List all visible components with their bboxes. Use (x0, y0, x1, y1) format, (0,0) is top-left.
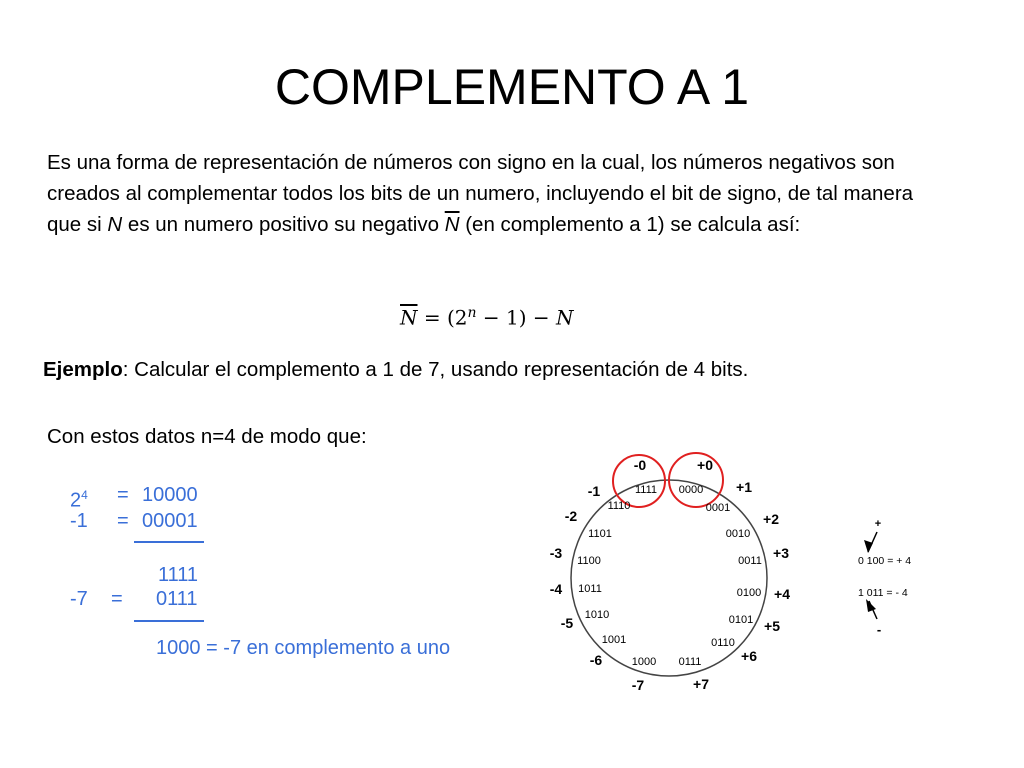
paragraph-text-1: Es una forma de representación de números con signo en la cual, los números negativos son creados al complementar todos los bits de un numero, incluyendo el bit de signo, de tal manera que si (47, 151, 914, 236)
legend-positive-example: 0 100 = + 4 (858, 555, 912, 567)
wheel-binary-code: 0001 (705, 502, 731, 514)
legend-arrow-down-icon (866, 599, 876, 612)
example-label: Ejemplo (43, 358, 123, 381)
calc-row-1-value: 10000 (142, 484, 198, 506)
wheel-binary-code: 1100 (577, 555, 601, 567)
calc-row-4-eq: = (111, 588, 123, 610)
variable-n-bar: $\overline{N}$ (444, 213, 460, 236)
example-line (43, 355, 748, 385)
calc-base: 2 (70, 489, 82, 512)
wheel-circle (571, 480, 767, 676)
ones-complement-wheel (540, 450, 810, 700)
wheel-binary-code: 0111 (678, 656, 702, 668)
calc-row-1-eq: = (117, 484, 129, 506)
wheel-binary-code: 1110 (607, 500, 631, 512)
wheel-outer-label: +4 (774, 586, 790, 602)
calc-rule-2 (134, 620, 204, 622)
wheel-binary-code: 0110 (711, 637, 735, 649)
calc-row-2-eq: = (117, 510, 129, 532)
wheel-binary-code: 0011 (738, 555, 762, 567)
formula-lhs: $\overline{N}$ (400, 305, 418, 330)
variable-n: N (107, 213, 123, 236)
wheel-binary-code: 0000 (678, 484, 704, 496)
datos-line: Con estos datos n=4 de modo que: (47, 425, 367, 448)
wheel-binary-code: 0101 (728, 614, 754, 626)
formula-eq: = (2 (417, 305, 468, 330)
wheel-binary-code: 1001 (601, 634, 627, 646)
formula-exponent: n (467, 305, 477, 321)
wheel-outer-label: -2 (564, 508, 578, 524)
wheel-outer-label: +1 (736, 479, 752, 495)
wheel-outer-label: +0 (697, 457, 713, 473)
wheel-outer-label: -4 (549, 581, 563, 597)
legend-negative-example: 1 011 = - 4 (858, 587, 908, 599)
legend-plus: + (874, 518, 882, 530)
wheel-outer-label: -6 (589, 652, 603, 668)
example-text: : Calcular el complemento a 1 de 7, usando representación de 4 bits. (122, 358, 749, 381)
wheel-outer-label: +5 (764, 618, 780, 634)
wheel-outer-label: -7 (631, 677, 645, 693)
formula-rest: − 1) − (476, 305, 557, 330)
wheel-binary-code: 1111 (634, 484, 658, 496)
wheel-outer-label: +2 (763, 511, 779, 527)
calc-rule-1 (134, 541, 204, 543)
complement-formula (400, 298, 574, 333)
definition-paragraph (47, 147, 927, 240)
calc-row-4-value: 0111 (156, 588, 198, 610)
wheel-binary-code: 1000 (631, 656, 657, 668)
paragraph-text-3: (en complemento a 1) se calcula así: (459, 213, 801, 236)
paragraph-text-2: es un numero positivo su negativo (122, 213, 445, 236)
calc-row-2-lhs: -1 (70, 510, 88, 532)
legend-minus: - (876, 622, 882, 637)
wheel-outer-label: +6 (741, 648, 757, 664)
wheel-binary-code: 1011 (578, 583, 602, 595)
wheel-binary-code: 0100 (736, 587, 762, 599)
wheel-outer-label: -5 (560, 615, 574, 631)
wheel-binary-code: 1010 (584, 609, 610, 621)
wheel-outer-label: -1 (587, 483, 601, 499)
calc-row-3-value: 1111 (158, 564, 199, 586)
sign-bit-legend (850, 510, 930, 640)
wheel-outer-label: +3 (773, 545, 789, 561)
calc-result: 1000 = -7 en complemento a uno (156, 637, 451, 659)
formula-rhs: N (556, 305, 574, 330)
wheel-binary-code: 0010 (725, 528, 751, 540)
calc-exponent: 4 (81, 488, 88, 502)
wheel-outer-label: +7 (693, 676, 709, 692)
legend-arrow-up-icon (864, 540, 873, 553)
slide-title: COMPLEMENTO A 1 (274, 59, 750, 115)
wheel-binary-code: 1101 (588, 528, 612, 540)
calc-row-4-lhs: -7 (70, 588, 88, 610)
calc-row-2-value: 00001 (142, 510, 198, 532)
wheel-outer-label: -3 (549, 545, 563, 561)
wheel-outer-label: -0 (633, 457, 647, 473)
